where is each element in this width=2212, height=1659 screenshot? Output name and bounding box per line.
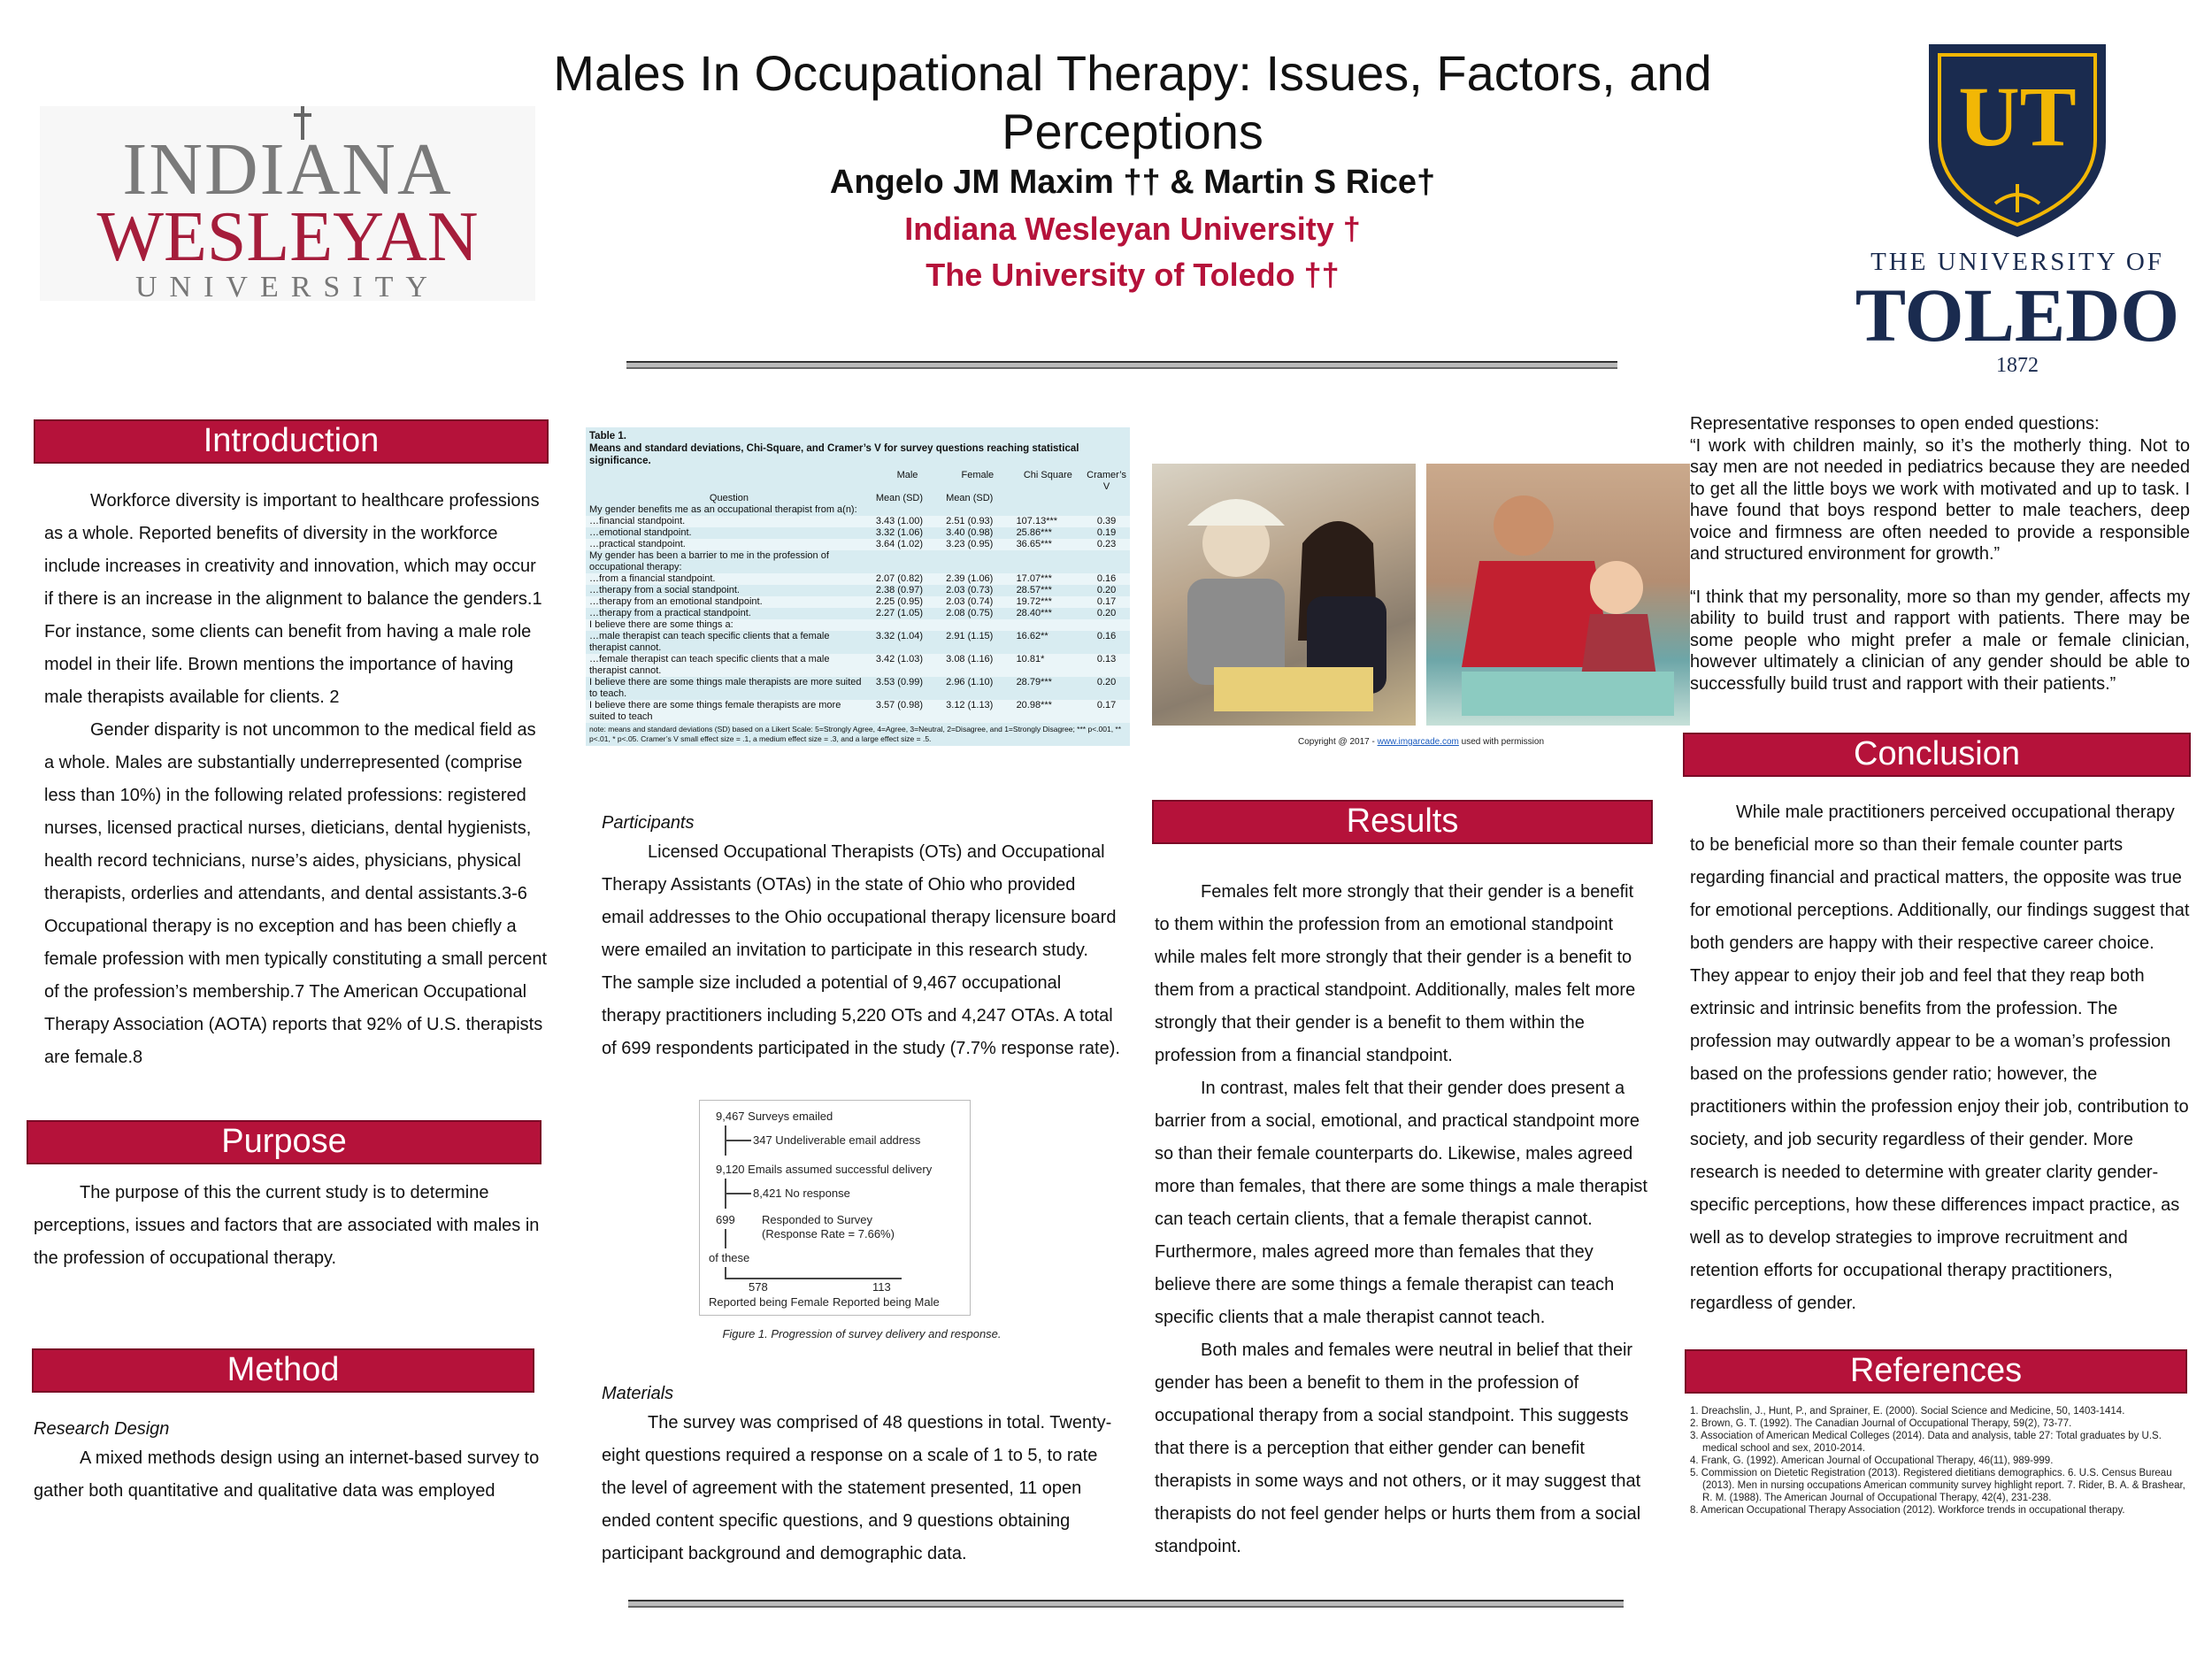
results-p2: In contrast, males felt that their gender does present a barrier from a social, emotional, and practical standpoint more so than their female counterparts do. Likewise, males agreed more than females, that there are some things a male therapist can teach certain clients, that a female therapist cannot. Furthermore, males agreed more than females that they believe there are some things a female therapist can teach specific clients that a male therapist cannot teach. bbox=[1155, 1079, 1647, 1327]
purpose-text bbox=[34, 1177, 547, 1275]
table-cell: 0.16 bbox=[1083, 573, 1130, 585]
table-cell: 2.07 (0.82) bbox=[872, 573, 942, 585]
method-text bbox=[34, 1416, 547, 1508]
fig-node-male: Reported being Male bbox=[833, 1295, 940, 1309]
photo-student-reading bbox=[1152, 464, 1416, 726]
table-cell: 0.19 bbox=[1096, 527, 1117, 538]
copyright-prefix: Copyright @ 2017 - bbox=[1297, 737, 1378, 747]
fig-node-delivered: 9,120 Emails assumed successful delivery bbox=[716, 1163, 933, 1176]
ut-shield-letters: UT bbox=[1958, 69, 2077, 164]
introduction-p1: Workforce diversity is important to healthcare professions as a whole. Reported benefits of diversity in the workforce include increases in creativity and innovation, which may occur if there is an increase in the alignment to balance the genders.1 For instance, some clients can benefit from having a male role model in their life. Brown mentions the importance of having male therapists available for clients. 2 bbox=[44, 491, 542, 707]
table-cell bbox=[1083, 619, 1130, 631]
table-cell: 3.40 (0.98) bbox=[946, 527, 994, 538]
table-caption bbox=[586, 427, 1130, 470]
table-cell: 20.98*** bbox=[1013, 700, 1084, 723]
table-cell bbox=[872, 619, 942, 631]
fig-connector bbox=[725, 1278, 902, 1279]
col-female: Female bbox=[961, 470, 995, 480]
table-cell: 0.20 bbox=[1096, 677, 1117, 687]
results-p1: Females felt more strongly that their gender is a benefit to them within the profession from an emotional standpoint while males felt more strongly that their gender is a benefit to them from a practical standpoint. Additionally, males felt more strongly that their gender is a benefit to them within the profession from a financial standpoint. bbox=[1155, 882, 1636, 1065]
col-chi: Chi Square bbox=[1023, 470, 1072, 480]
table-row bbox=[586, 608, 1130, 619]
table-cell bbox=[942, 504, 1012, 516]
references-list bbox=[1690, 1405, 2194, 1517]
table-cell: 0.17 bbox=[1083, 700, 1130, 723]
table-cell bbox=[872, 550, 942, 573]
table-cell: 2.91 (1.15) bbox=[946, 631, 994, 641]
introduction-heading: Introduction bbox=[34, 419, 549, 464]
table-cell: …financial standpoint. bbox=[586, 516, 872, 527]
table-cell: 2.39 (1.06) bbox=[942, 573, 1012, 585]
copyright-link[interactable]: www.imgarcade.com bbox=[1377, 737, 1459, 747]
table-row bbox=[586, 585, 1130, 596]
toledo-logo-line2: TOLEDO bbox=[1855, 273, 2180, 357]
research-design-subheading: Research Design bbox=[34, 1419, 170, 1439]
results-heading: Results bbox=[1152, 800, 1653, 844]
quote-1: “I work with children mainly, so it’s the motherly thing. Not to say men are not needed in pediatrics because they are needed to get all the little boys we work with motivated and up to task. I have found that boys respond better to male teachers, deep voice and firmness are often needed to provide a responsible and structured environment for growth.” bbox=[1690, 435, 2190, 564]
fig-connector bbox=[725, 1229, 726, 1248]
therapist-child-icon bbox=[1426, 464, 1690, 726]
table-cell: …therapy from an emotional standpoint. bbox=[586, 596, 872, 608]
toledo-logo-line1: THE UNIVERSITY OF bbox=[1870, 248, 2164, 276]
quote-2: “I think that my personality, more so than my gender, affects my ability to build trust and rapport with patients. There may be some people who might prefer a male or female clinician, however ultimately a clinician of any gender should be able to successfully build trust and rapport with their patients.” bbox=[1690, 587, 2190, 694]
survey-flowchart bbox=[699, 1100, 971, 1316]
reference-item: 3. Association of American Medical Colleges (2014). Data and analysis, table 27: Total graduates by U.S. medical school and sex, 2010-2014. bbox=[1690, 1431, 2162, 1454]
fig-node-of-these: of these bbox=[709, 1251, 750, 1264]
fig-node-male-count: 113 bbox=[872, 1280, 891, 1294]
table-cell: 3.12 (1.13) bbox=[942, 700, 1012, 723]
table-cell: 3.23 (0.95) bbox=[942, 539, 1012, 550]
photo-copyright bbox=[1152, 737, 1690, 747]
table-cell: 2.03 (0.74) bbox=[942, 596, 1012, 608]
conclusion-p1: While male practitioners perceived occupational therapy to be beneficial more so than their female counter parts regarding financial and practical matters, the opposite was true for emotional perceptions. Additionally, our findings suggest that both genders are happy with their respective career choice. They appear to enjoy their job and feel that they reap both extrinsic and intrinsic benefits from the profession. The profession may outwardly appear to be a woman’s profession based on the professions gender ratio; however, the practitioners within the profession enjoy their job, contribution to society, and job security regardless of their gender. More research is needed to determine with greater clarity gender-specific perceptions, how these differences impact practice, as well as to develop strategies to improve recruitment and retention efforts for occupational therapy practitioners, regardless of gender. bbox=[1690, 803, 2190, 1313]
table-cell: 2.51 (0.93) bbox=[942, 516, 1012, 527]
table-cell: I believe there are some things female therapists are more suited to teach bbox=[586, 700, 872, 723]
table-cell bbox=[1013, 550, 1084, 573]
title-line-1: Males In Occupational Therapy: Issues, Factors, and bbox=[553, 45, 1712, 101]
table-cell bbox=[872, 504, 942, 516]
table-cell bbox=[1083, 504, 1130, 516]
reference-item: 2. Brown, G. T. (1992). The Canadian Journal of Occupational Therapy, 59(2), 73-77. bbox=[1690, 1418, 2072, 1429]
copyright-suffix: used with permission bbox=[1458, 737, 1545, 747]
table-cell: 28.57*** bbox=[1016, 585, 1052, 595]
reference-item: 4. Frank, G. (1992). American Journal of Occupational Therapy, 46(11), 989-999. bbox=[1690, 1455, 2054, 1466]
iwu-logo-line3: UNIVERSITY bbox=[135, 271, 440, 303]
col-v: Cramer’s V bbox=[1087, 470, 1126, 492]
fig-connector bbox=[725, 1267, 726, 1278]
fig-node-female: Reported being Female bbox=[709, 1295, 829, 1309]
table-cell: 0.20 bbox=[1096, 608, 1117, 618]
table-cell: …emotional standpoint. bbox=[589, 527, 692, 538]
quotes bbox=[1690, 413, 2190, 695]
table-cell: 28.79*** bbox=[1016, 677, 1052, 687]
table-cell: 0.23 bbox=[1083, 539, 1130, 550]
reference-item: 1. Dreachslin, J., Hunt, P., and Sprainer, E. (2000). Social Science and Medicine, 50, 1403-1414. bbox=[1690, 1406, 2125, 1417]
table-note: note: means and standard deviations (SD) based on a Likert Scale: 5=Strongly Agree, 4=Agree, 3=Neutral, 2=Disagree, and 1=Strongly Disagree; *** p<.001, ** p<.01, * p<.05. Cramer’s V small effect size = .1, a medium effect size = .3, and a large effect size = .5. bbox=[589, 725, 1122, 743]
table-row bbox=[586, 539, 1130, 550]
fig-node-female-count: 578 bbox=[749, 1280, 768, 1294]
table-cell: 2.25 (0.95) bbox=[872, 596, 942, 608]
table-row bbox=[586, 654, 1130, 677]
people-reading-icon bbox=[1152, 464, 1416, 726]
table-cell: My gender benefits me as an occupational therapist from a(n): bbox=[589, 504, 857, 515]
table-row bbox=[586, 550, 1130, 573]
toledo-logo bbox=[1832, 35, 2203, 380]
header-divider bbox=[626, 361, 1617, 369]
table-cell: 0.13 bbox=[1083, 654, 1130, 677]
affiliation-toledo: The University of Toledo †† bbox=[926, 257, 1340, 293]
table-cell: …therapy from a social standpoint. bbox=[589, 585, 740, 595]
fig-node-responded-count: 699 bbox=[716, 1213, 735, 1226]
table-cell: …male therapist can teach specific clients that a female therapist cannot. bbox=[589, 631, 830, 653]
table-cell: 10.81* bbox=[1013, 654, 1084, 677]
table-cell: 2.27 (1.05) bbox=[875, 608, 924, 618]
table-caption-text: Means and standard deviations, Chi-Square, and Cramer’s V for survey questions reaching statistical significance. bbox=[589, 443, 1079, 466]
table-cell bbox=[1083, 550, 1130, 573]
results-p3: Both males and females were neutral in belief that their gender has been a benefit to them in the profession of occupational therapy from a social standpoint. This suggests that there is a perception that either gender can benefit therapists in some ways and not others, or it may suggest that therapists do not feel gender helps or hurts them from a social standpoint. bbox=[1155, 1340, 1641, 1556]
references-heading: References bbox=[1685, 1349, 2187, 1394]
iwu-logo-line2: WESLEYAN bbox=[96, 198, 479, 276]
fig-node-response-rate: (Response Rate = 7.66%) bbox=[762, 1227, 895, 1240]
photo-therapist-child bbox=[1426, 464, 1690, 726]
footer-divider bbox=[628, 1600, 1624, 1608]
table-cell: 0.17 bbox=[1083, 596, 1130, 608]
table-cell bbox=[942, 619, 1012, 631]
toledo-logo-year: 1872 bbox=[1996, 354, 2039, 377]
table-cell: 3.57 (0.98) bbox=[872, 700, 942, 723]
table-cell: 2.96 (1.10) bbox=[946, 677, 994, 687]
table-cell: 2.38 (0.97) bbox=[875, 585, 924, 595]
table-row bbox=[586, 619, 1130, 631]
table-cell: 0.39 bbox=[1083, 516, 1130, 527]
fig-node-undeliverable: 347 Undeliverable email address bbox=[753, 1133, 921, 1147]
table-row bbox=[586, 596, 1130, 608]
table-cell: 3.08 (1.16) bbox=[942, 654, 1012, 677]
table-cell bbox=[942, 550, 1012, 573]
table-cell: 3.43 (1.00) bbox=[872, 516, 942, 527]
conclusion-heading: Conclusion bbox=[1683, 733, 2191, 777]
table-row bbox=[586, 573, 1130, 585]
table-cell: 19.72*** bbox=[1013, 596, 1084, 608]
table-cell: …practical standpoint. bbox=[586, 539, 872, 550]
table-row bbox=[586, 631, 1130, 654]
table-cell: 3.64 (1.02) bbox=[872, 539, 942, 550]
introduction-text bbox=[44, 485, 549, 1074]
col-msd-male: Mean (SD) bbox=[875, 493, 924, 503]
table-row bbox=[586, 677, 1130, 700]
conclusion-text bbox=[1690, 796, 2190, 1320]
iwu-logo-line1: INDIANA bbox=[122, 128, 453, 211]
affiliation-iwu: Indiana Wesleyan University † bbox=[904, 211, 1361, 247]
table-cell: 25.86*** bbox=[1016, 527, 1052, 538]
participants-subheading: Participants bbox=[602, 813, 695, 833]
title-line-2: Perceptions bbox=[1002, 104, 1263, 159]
col-question: Question bbox=[709, 493, 749, 503]
table-cell: 3.53 (0.99) bbox=[875, 677, 924, 687]
table-cell bbox=[1013, 619, 1084, 631]
table-cell: My gender has been a barrier to me in the profession of occupational therapy: bbox=[589, 550, 829, 572]
table-cell: 36.65*** bbox=[1013, 539, 1084, 550]
method-p1: A mixed methods design using an internet-based survey to gather both quantitative and qualitative data was employed bbox=[34, 1448, 540, 1501]
table-row bbox=[586, 504, 1130, 516]
table-caption-label: Table 1. bbox=[589, 431, 626, 442]
table-cell: …therapy from a practical standpoint. bbox=[589, 608, 751, 618]
table-cell: 3.42 (1.03) bbox=[872, 654, 942, 677]
fig-connector bbox=[725, 1193, 751, 1194]
materials-subheading: Materials bbox=[602, 1384, 674, 1403]
table-row bbox=[586, 700, 1130, 723]
table-cell: 3.32 (1.04) bbox=[875, 631, 924, 641]
table-cell: 3.32 (1.06) bbox=[875, 527, 924, 538]
materials-text bbox=[602, 1380, 1122, 1571]
table-cell: 28.40*** bbox=[1016, 608, 1052, 618]
fig-node-no-response: 8,421 No response bbox=[753, 1187, 850, 1200]
reference-item: 8. American Occupational Therapy Association (2012). Workforce trends in occupational therapy. bbox=[1690, 1505, 2125, 1516]
table-row bbox=[586, 516, 1130, 527]
table-cell: 0.16 bbox=[1096, 631, 1117, 641]
table-row bbox=[586, 527, 1130, 539]
table-cell: I believe there are some things male therapists are more suited to teach. bbox=[589, 677, 862, 699]
fig-connector bbox=[725, 1140, 751, 1141]
reference-item: 5. Commission on Dietetic Registration (2013). Registered dietitians demographics. 6. U.S. Census Bureau (2013). Men in nursing occupations American community survey highlight report. 7. Rider, B. A. & Brashear, R. M. (1988). The American Journal of Occupational Therapy, 42(4), 231-238. bbox=[1690, 1468, 2185, 1503]
table-cell: 16.62** bbox=[1016, 631, 1048, 641]
col-msd-female: Mean (SD) bbox=[946, 493, 994, 503]
iwu-logo bbox=[40, 106, 535, 301]
table-cell: 2.08 (0.75) bbox=[946, 608, 994, 618]
authors: Angelo JM Maxim †† & Martin S Rice† bbox=[829, 164, 1436, 201]
table-cell: …female therapist can teach specific clients that a male therapist cannot. bbox=[586, 654, 872, 677]
table-cell: 2.03 (0.73) bbox=[946, 585, 994, 595]
participants-text bbox=[602, 810, 1122, 1065]
fig-node-emailed: 9,467 Surveys emailed bbox=[716, 1110, 833, 1123]
table-cell: …from a financial standpoint. bbox=[586, 573, 872, 585]
table-cell: 107.13*** bbox=[1013, 516, 1084, 527]
table-cell bbox=[1013, 504, 1084, 516]
method-heading: Method bbox=[32, 1348, 534, 1393]
table-cell: I believe there are some things a: bbox=[586, 619, 872, 631]
purpose-p1: The purpose of this the current study is to determine perceptions, issues and factors that are associated with males in the profession of occupational therapy. bbox=[34, 1183, 540, 1268]
materials-p1: The survey was comprised of 48 questions in total. Twenty-eight questions required a response on a scale of 1 to 5, to rate the level of agreement with the statement presented, 11 open ended content specific questions, and 9 questions obtaining participant background and demographic data. bbox=[602, 1413, 1112, 1563]
col-male: Male bbox=[896, 470, 918, 480]
table-cell: 0.20 bbox=[1096, 585, 1117, 595]
table-cell: 17.07*** bbox=[1013, 573, 1084, 585]
poster-title bbox=[495, 44, 1770, 161]
results-text bbox=[1155, 876, 1648, 1563]
purpose-heading: Purpose bbox=[27, 1120, 541, 1164]
introduction-p2: Gender disparity is not uncommon to the medical field as a whole. Males are substantially underrepresented (comprise less than 10%) in the following related professions: registered nurses, licensed practical nurses, dieticians, dental hygienists, health record technicians, nurse’s aides, physicians, physical therapists, orderlies and attendants, and dental assistants.3-6 Occupational therapy is no exception and has been chiefly a female profession with men typically constituting a small percent of the profession’s membership.7 The American Occupational Therapy Association (AOTA) reports that 92% of U.S. therapists are female.8 bbox=[44, 720, 548, 1067]
figure-caption: Figure 1. Progression of survey delivery and response. bbox=[722, 1327, 1002, 1340]
results-table bbox=[586, 427, 1130, 746]
fig-node-responded: Responded to Survey bbox=[762, 1213, 873, 1226]
participants-p1: Licensed Occupational Therapists (OTs) and Occupational Therapy Assistants (OTAs) in the state of Ohio who provided email addresses to the Ohio occupational therapy licensure board were emailed an invitation to participate in this research study. The sample size included a potential of 9,467 occupational therapy practitioners including 5,220 OTs and 4,247 OTAs. A total of 699 respondents participated in the study (7.7% response rate). bbox=[602, 842, 1120, 1058]
quotes-intro: Representative responses to open ended questions: bbox=[1690, 414, 2100, 434]
